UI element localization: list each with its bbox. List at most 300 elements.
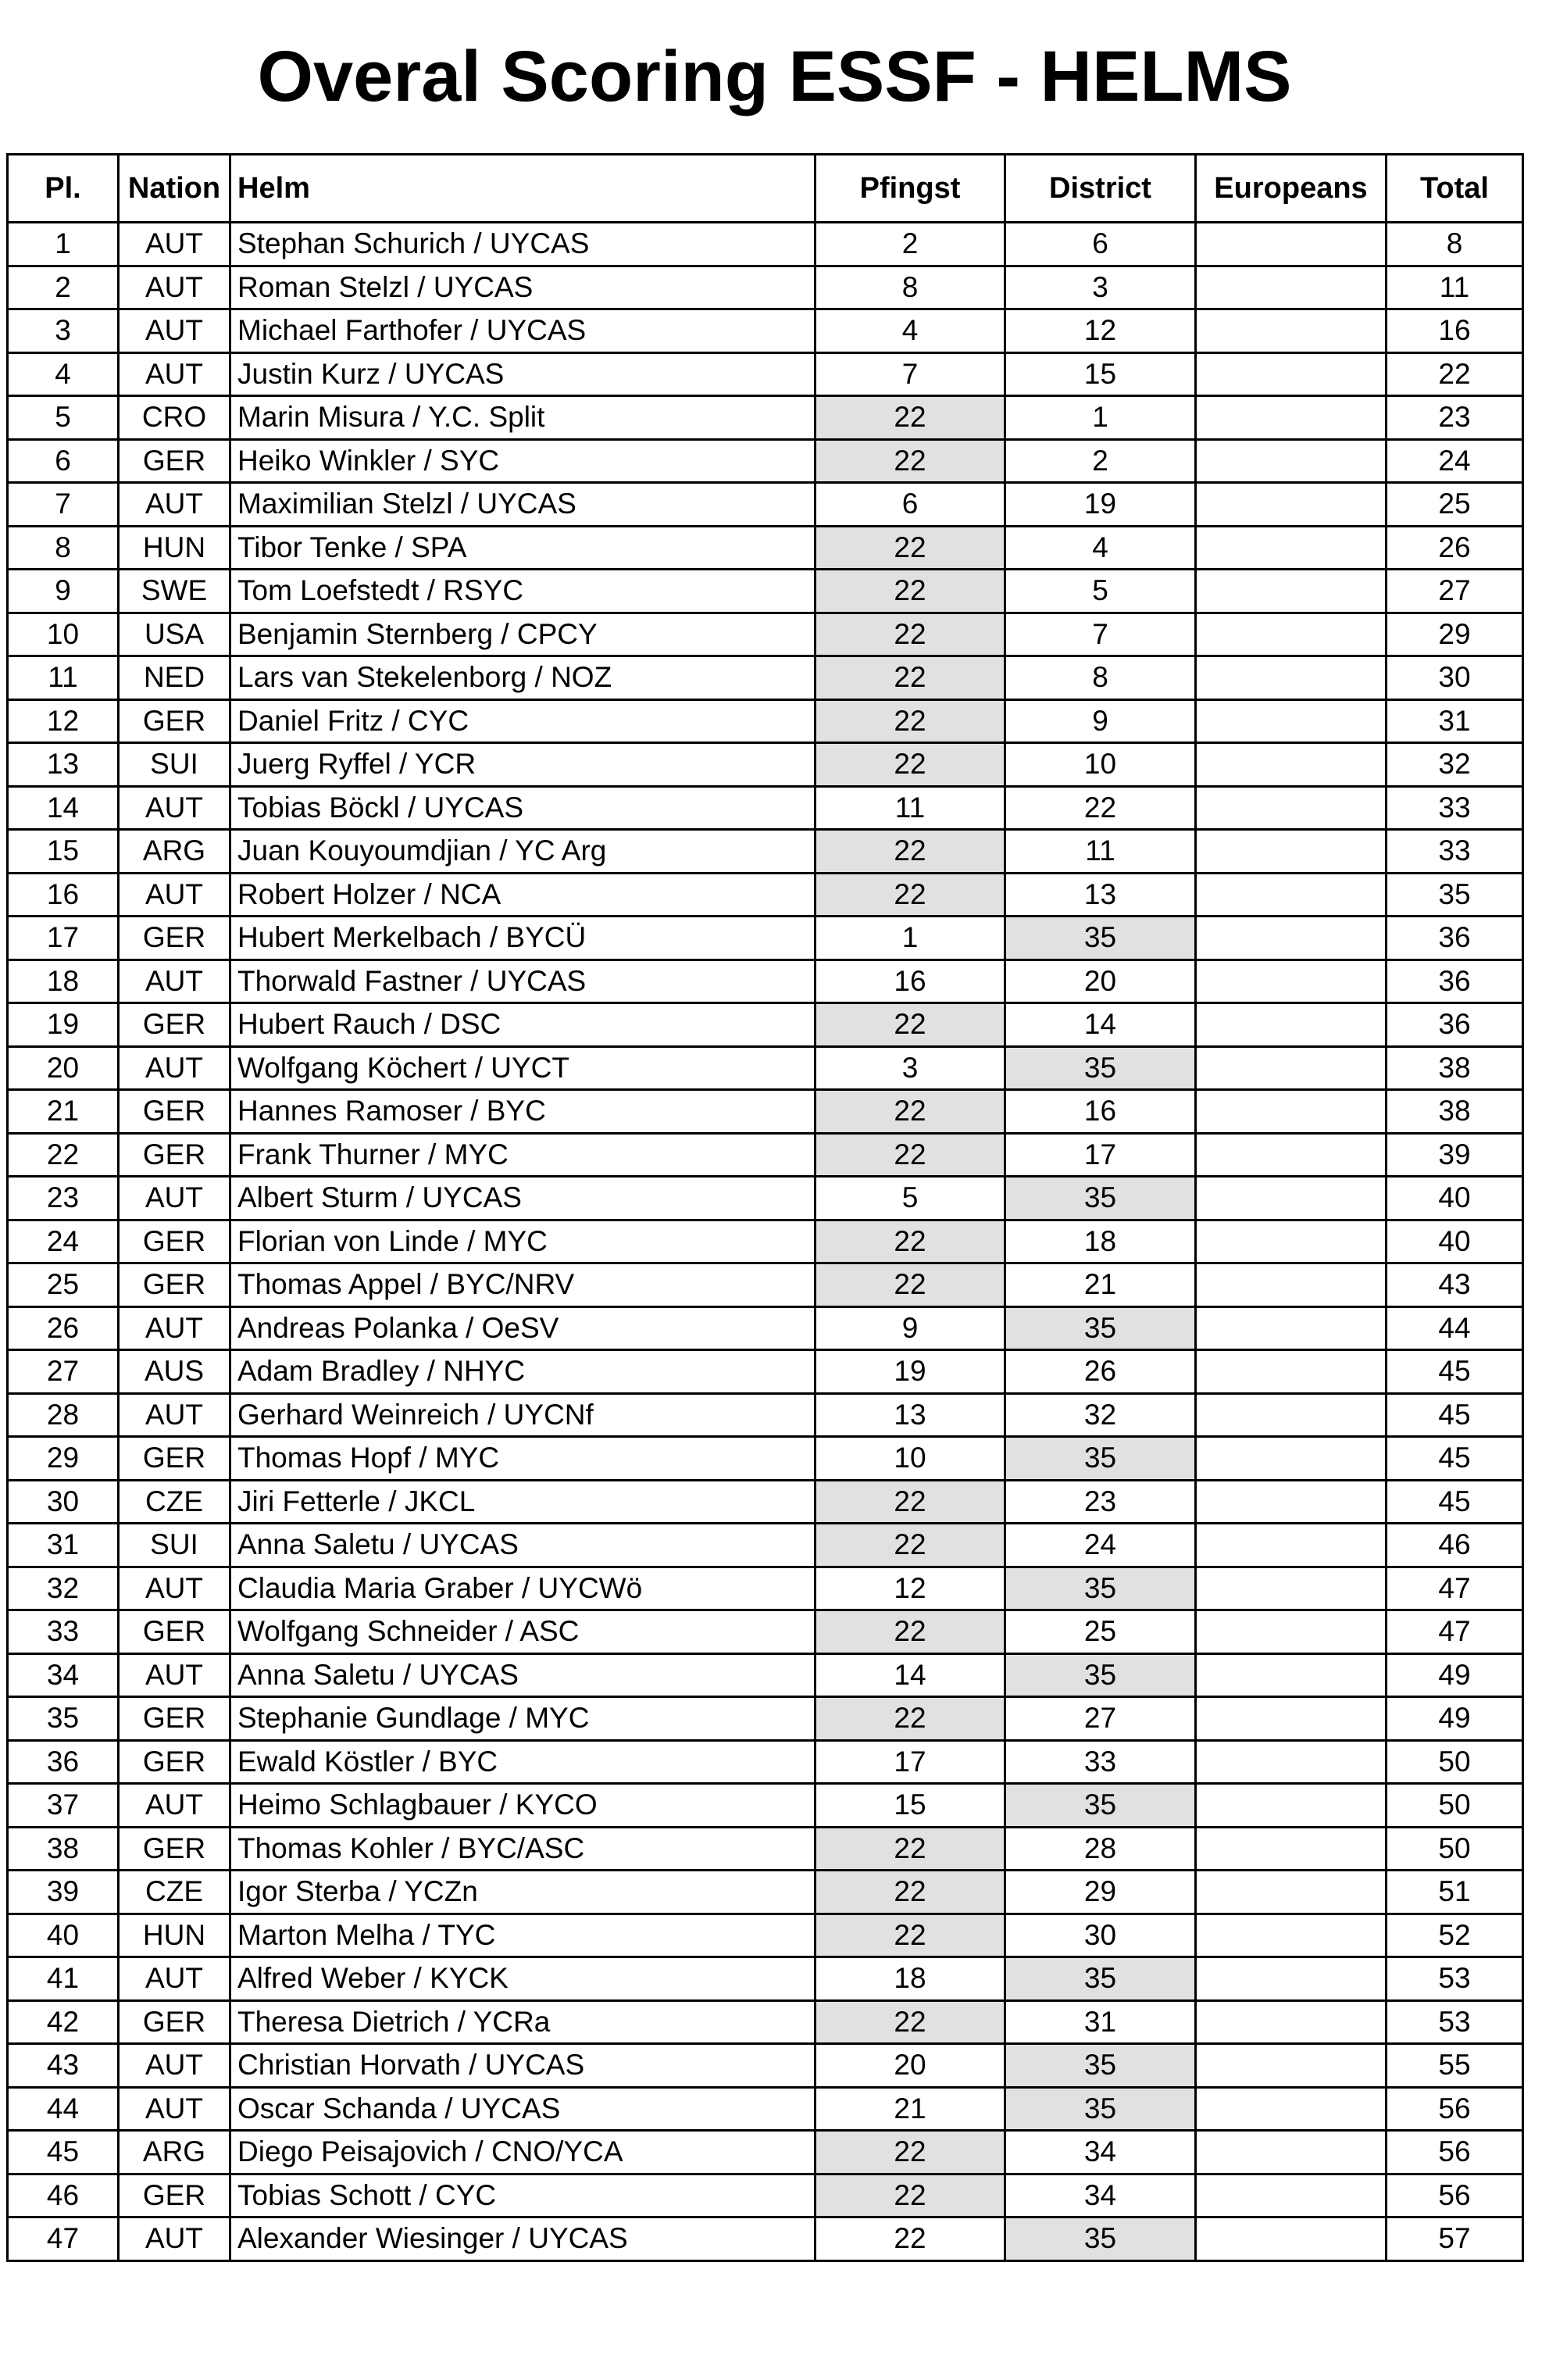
nation-cell: ARG <box>119 2131 230 2175</box>
place-cell: 31 <box>8 1524 119 1567</box>
table-row <box>8 613 1523 656</box>
place-cell: 36 <box>8 1740 119 1784</box>
table-row <box>8 1393 1523 1437</box>
nation-cell: GER <box>119 917 230 960</box>
helm-cell: Igor Sterba / YCZn <box>230 1871 816 1914</box>
table-row <box>8 1003 1523 1047</box>
helm-cell: Adam Bradley / NHYC <box>230 1350 816 1394</box>
helm-cell: Oscar Schanda / UYCAS <box>230 2087 816 2131</box>
nation-cell: GER <box>119 699 230 743</box>
nation-cell: AUS <box>119 1350 230 1394</box>
nation-cell: AUT <box>119 2044 230 2088</box>
place-cell: 38 <box>8 1827 119 1871</box>
helm-cell: Frank Thurner / MYC <box>230 1133 816 1177</box>
table-row <box>8 1827 1523 1871</box>
place-cell: 29 <box>8 1437 119 1481</box>
europeans-cell <box>1196 266 1387 309</box>
nation-cell: AUT <box>119 1177 230 1220</box>
place-cell: 3 <box>8 309 119 353</box>
district-cell: 34 <box>1005 2174 1196 2217</box>
total-cell: 43 <box>1387 1263 1523 1307</box>
table-row <box>8 1263 1523 1307</box>
pfingst-cell: 22 <box>816 1133 1005 1177</box>
pfingst-cell: 22 <box>816 439 1005 483</box>
total-cell: 36 <box>1387 1003 1523 1047</box>
district-cell: 3 <box>1005 266 1196 309</box>
helm-cell: Juerg Ryffel / YCR <box>230 743 816 787</box>
district-cell: 35 <box>1005 1653 1196 1697</box>
pfingst-cell: 22 <box>816 699 1005 743</box>
europeans-cell <box>1196 1914 1387 1957</box>
total-cell: 39 <box>1387 1133 1523 1177</box>
place-cell: 47 <box>8 2217 119 2261</box>
table-row <box>8 1524 1523 1567</box>
europeans-cell <box>1196 1653 1387 1697</box>
nation-cell: GER <box>119 1740 230 1784</box>
page-title: Overal Scoring ESSF - HELMS <box>257 37 1292 116</box>
helm-cell: Claudia Maria Graber / UYCWö <box>230 1567 816 1610</box>
place-cell: 43 <box>8 2044 119 2088</box>
nation-cell: GER <box>119 1220 230 1263</box>
europeans-cell <box>1196 873 1387 917</box>
district-cell: 35 <box>1005 1437 1196 1481</box>
nation-cell: AUT <box>119 223 230 266</box>
nation-cell: AUT <box>119 786 230 830</box>
europeans-cell <box>1196 1133 1387 1177</box>
table-row <box>8 1957 1523 2001</box>
place-cell: 7 <box>8 483 119 527</box>
total-cell: 55 <box>1387 2044 1523 2088</box>
europeans-cell <box>1196 917 1387 960</box>
nation-cell: GER <box>119 1437 230 1481</box>
place-cell: 24 <box>8 1220 119 1263</box>
pfingst-cell: 22 <box>816 2000 1005 2044</box>
district-cell: 27 <box>1005 1697 1196 1741</box>
table-row <box>8 1220 1523 1263</box>
place-cell: 12 <box>8 699 119 743</box>
pfingst-cell: 17 <box>816 1740 1005 1784</box>
total-cell: 35 <box>1387 873 1523 917</box>
place-cell: 13 <box>8 743 119 787</box>
helm-cell: Alexander Wiesinger / UYCAS <box>230 2217 816 2261</box>
europeans-cell <box>1196 699 1387 743</box>
place-cell: 37 <box>8 1784 119 1828</box>
table-row <box>8 699 1523 743</box>
pfingst-cell: 22 <box>816 2174 1005 2217</box>
europeans-cell <box>1196 309 1387 353</box>
helm-cell: Andreas Polanka / OeSV <box>230 1306 816 1350</box>
total-cell: 30 <box>1387 656 1523 700</box>
pfingst-cell: 22 <box>816 526 1005 570</box>
helm-cell: Hubert Merkelbach / BYCÜ <box>230 917 816 960</box>
place-cell: 15 <box>8 830 119 874</box>
table-row <box>8 2174 1523 2217</box>
europeans-cell <box>1196 2000 1387 2044</box>
district-cell: 22 <box>1005 786 1196 830</box>
pfingst-cell: 7 <box>816 352 1005 396</box>
table-row <box>8 1871 1523 1914</box>
total-cell: 47 <box>1387 1567 1523 1610</box>
nation-cell: NED <box>119 656 230 700</box>
total-cell: 26 <box>1387 526 1523 570</box>
pfingst-cell: 22 <box>816 570 1005 613</box>
place-cell: 16 <box>8 873 119 917</box>
pfingst-cell: 8 <box>816 266 1005 309</box>
district-cell: 19 <box>1005 483 1196 527</box>
total-cell: 45 <box>1387 1480 1523 1524</box>
table-row <box>8 1784 1523 1828</box>
place-cell: 10 <box>8 613 119 656</box>
helm-cell: Tobias Böckl / UYCAS <box>230 786 816 830</box>
helm-cell: Anna Saletu / UYCAS <box>230 1653 816 1697</box>
table-row <box>8 1610 1523 1654</box>
helm-cell: Justin Kurz / UYCAS <box>230 352 816 396</box>
total-cell: 44 <box>1387 1306 1523 1350</box>
nation-cell: AUT <box>119 2087 230 2131</box>
place-cell: 25 <box>8 1263 119 1307</box>
district-cell: 35 <box>1005 2217 1196 2261</box>
nation-cell: SUI <box>119 743 230 787</box>
district-cell: 28 <box>1005 1827 1196 1871</box>
europeans-cell <box>1196 1610 1387 1654</box>
total-cell: 51 <box>1387 1871 1523 1914</box>
europeans-cell <box>1196 1090 1387 1134</box>
nation-cell: GER <box>119 1610 230 1654</box>
pfingst-cell: 22 <box>816 1003 1005 1047</box>
table-row <box>8 526 1523 570</box>
total-cell: 46 <box>1387 1524 1523 1567</box>
pfingst-cell: 4 <box>816 309 1005 353</box>
helm-cell: Marton Melha / TYC <box>230 1914 816 1957</box>
pfingst-cell: 16 <box>816 960 1005 1003</box>
table-row <box>8 1350 1523 1394</box>
district-cell: 23 <box>1005 1480 1196 1524</box>
pfingst-cell: 22 <box>816 1914 1005 1957</box>
europeans-cell <box>1196 1393 1387 1437</box>
europeans-cell <box>1196 1871 1387 1914</box>
nation-cell: HUN <box>119 1914 230 1957</box>
place-cell: 35 <box>8 1697 119 1741</box>
pfingst-cell: 22 <box>816 2217 1005 2261</box>
place-cell: 18 <box>8 960 119 1003</box>
total-cell: 52 <box>1387 1914 1523 1957</box>
total-cell: 56 <box>1387 2174 1523 2217</box>
europeans-cell <box>1196 1957 1387 2001</box>
table-row <box>8 917 1523 960</box>
place-cell: 28 <box>8 1393 119 1437</box>
europeans-cell <box>1196 960 1387 1003</box>
pfingst-cell: 13 <box>816 1393 1005 1437</box>
district-cell: 8 <box>1005 656 1196 700</box>
europeans-cell <box>1196 1740 1387 1784</box>
district-cell: 7 <box>1005 613 1196 656</box>
district-cell: 9 <box>1005 699 1196 743</box>
table-row <box>8 223 1523 266</box>
total-cell: 31 <box>1387 699 1523 743</box>
place-cell: 2 <box>8 266 119 309</box>
pfingst-cell: 22 <box>816 2131 1005 2175</box>
table-row <box>8 1567 1523 1610</box>
district-cell: 2 <box>1005 439 1196 483</box>
pfingst-cell: 22 <box>816 1871 1005 1914</box>
helm-cell: Heimo Schlagbauer / KYCO <box>230 1784 816 1828</box>
pfingst-cell: 22 <box>816 1610 1005 1654</box>
table-row <box>8 2000 1523 2044</box>
district-cell: 35 <box>1005 917 1196 960</box>
total-cell: 49 <box>1387 1653 1523 1697</box>
europeans-cell <box>1196 2174 1387 2217</box>
district-cell: 35 <box>1005 1567 1196 1610</box>
total-cell: 23 <box>1387 396 1523 440</box>
europeans-cell <box>1196 1567 1387 1610</box>
nation-cell: ARG <box>119 830 230 874</box>
helm-cell: Hubert Rauch / DSC <box>230 1003 816 1047</box>
district-cell: 11 <box>1005 830 1196 874</box>
place-cell: 46 <box>8 2174 119 2217</box>
district-cell: 35 <box>1005 1784 1196 1828</box>
place-cell: 5 <box>8 396 119 440</box>
place-cell: 6 <box>8 439 119 483</box>
place-cell: 41 <box>8 1957 119 2001</box>
pfingst-cell: 22 <box>816 1263 1005 1307</box>
district-cell: 32 <box>1005 1393 1196 1437</box>
europeans-cell <box>1196 1177 1387 1220</box>
nation-cell: GER <box>119 1133 230 1177</box>
district-cell: 15 <box>1005 352 1196 396</box>
helm-cell: Thomas Kohler / BYC/ASC <box>230 1827 816 1871</box>
pfingst-cell: 9 <box>816 1306 1005 1350</box>
place-cell: 40 <box>8 1914 119 1957</box>
place-cell: 33 <box>8 1610 119 1654</box>
europeans-cell <box>1196 786 1387 830</box>
table-row <box>8 1740 1523 1784</box>
helm-cell: Theresa Dietrich / YCRa <box>230 2000 816 2044</box>
total-cell: 45 <box>1387 1437 1523 1481</box>
table-row <box>8 2217 1523 2261</box>
table-row <box>8 786 1523 830</box>
header-nation: Nation <box>119 155 230 223</box>
nation-cell: GER <box>119 1263 230 1307</box>
total-cell: 50 <box>1387 1740 1523 1784</box>
europeans-cell <box>1196 830 1387 874</box>
helm-cell: Juan Kouyoumdjian / YC Arg <box>230 830 816 874</box>
europeans-cell <box>1196 743 1387 787</box>
total-cell: 57 <box>1387 2217 1523 2261</box>
nation-cell: AUT <box>119 309 230 353</box>
pfingst-cell: 19 <box>816 1350 1005 1394</box>
district-cell: 16 <box>1005 1090 1196 1134</box>
europeans-cell <box>1196 2087 1387 2131</box>
district-cell: 13 <box>1005 873 1196 917</box>
place-cell: 22 <box>8 1133 119 1177</box>
table-row <box>8 1306 1523 1350</box>
helm-cell: Tobias Schott / CYC <box>230 2174 816 2217</box>
place-cell: 11 <box>8 656 119 700</box>
helm-cell: Alfred Weber / KYCK <box>230 1957 816 2001</box>
europeans-cell <box>1196 1306 1387 1350</box>
pfingst-cell: 15 <box>816 1784 1005 1828</box>
total-cell: 38 <box>1387 1046 1523 1090</box>
table-row <box>8 266 1523 309</box>
pfingst-cell: 22 <box>816 613 1005 656</box>
place-cell: 14 <box>8 786 119 830</box>
europeans-cell <box>1196 2217 1387 2261</box>
total-cell: 45 <box>1387 1393 1523 1437</box>
table-row <box>8 2087 1523 2131</box>
place-cell: 42 <box>8 2000 119 2044</box>
nation-cell: AUT <box>119 1957 230 2001</box>
header-pfingst: Pfingst <box>816 155 1005 223</box>
district-cell: 25 <box>1005 1610 1196 1654</box>
table-row <box>8 1914 1523 1957</box>
pfingst-cell: 22 <box>816 396 1005 440</box>
pfingst-cell: 18 <box>816 1957 1005 2001</box>
table-row <box>8 960 1523 1003</box>
europeans-cell <box>1196 1480 1387 1524</box>
place-cell: 19 <box>8 1003 119 1047</box>
europeans-cell <box>1196 1350 1387 1394</box>
place-cell: 39 <box>8 1871 119 1914</box>
nation-cell: CZE <box>119 1480 230 1524</box>
pfingst-cell: 22 <box>816 656 1005 700</box>
pfingst-cell: 3 <box>816 1046 1005 1090</box>
helm-cell: Christian Horvath / UYCAS <box>230 2044 816 2088</box>
helm-cell: Thomas Appel / BYC/NRV <box>230 1263 816 1307</box>
nation-cell: CRO <box>119 396 230 440</box>
total-cell: 33 <box>1387 830 1523 874</box>
district-cell: 1 <box>1005 396 1196 440</box>
helm-cell: Jiri Fetterle / JKCL <box>230 1480 816 1524</box>
district-cell: 35 <box>1005 1177 1196 1220</box>
europeans-cell <box>1196 1003 1387 1047</box>
total-cell: 53 <box>1387 1957 1523 2001</box>
table-row <box>8 309 1523 353</box>
pfingst-cell: 12 <box>816 1567 1005 1610</box>
pfingst-cell: 22 <box>816 1697 1005 1741</box>
nation-cell: AUT <box>119 1393 230 1437</box>
nation-cell: AUT <box>119 1567 230 1610</box>
helm-cell: Florian von Linde / MYC <box>230 1220 816 1263</box>
europeans-cell <box>1196 1046 1387 1090</box>
district-cell: 14 <box>1005 1003 1196 1047</box>
europeans-cell <box>1196 483 1387 527</box>
pfingst-cell: 2 <box>816 223 1005 266</box>
total-cell: 50 <box>1387 1827 1523 1871</box>
europeans-cell <box>1196 1697 1387 1741</box>
district-cell: 35 <box>1005 1046 1196 1090</box>
pfingst-cell: 1 <box>816 917 1005 960</box>
helm-cell: Hannes Ramoser / BYC <box>230 1090 816 1134</box>
nation-cell: GER <box>119 1697 230 1741</box>
nation-cell: AUT <box>119 960 230 1003</box>
pfingst-cell: 22 <box>816 1090 1005 1134</box>
europeans-cell <box>1196 613 1387 656</box>
place-cell: 1 <box>8 223 119 266</box>
district-cell: 33 <box>1005 1740 1196 1784</box>
europeans-cell <box>1196 1263 1387 1307</box>
helm-cell: Diego Peisajovich / CNO/YCA <box>230 2131 816 2175</box>
nation-cell: CZE <box>119 1871 230 1914</box>
place-cell: 17 <box>8 917 119 960</box>
table-row <box>8 873 1523 917</box>
total-cell: 47 <box>1387 1610 1523 1654</box>
district-cell: 24 <box>1005 1524 1196 1567</box>
place-cell: 30 <box>8 1480 119 1524</box>
district-cell: 30 <box>1005 1914 1196 1957</box>
place-cell: 21 <box>8 1090 119 1134</box>
table-row <box>8 1480 1523 1524</box>
pfingst-cell: 22 <box>816 1827 1005 1871</box>
nation-cell: GER <box>119 2174 230 2217</box>
header-district: District <box>1005 155 1196 223</box>
helm-cell: Stephanie Gundlage / MYC <box>230 1697 816 1741</box>
table-row <box>8 2131 1523 2175</box>
table-row <box>8 830 1523 874</box>
nation-cell: AUT <box>119 1653 230 1697</box>
nation-cell: GER <box>119 1003 230 1047</box>
place-cell: 26 <box>8 1306 119 1350</box>
pfingst-cell: 20 <box>816 2044 1005 2088</box>
europeans-cell <box>1196 1437 1387 1481</box>
europeans-cell <box>1196 570 1387 613</box>
total-cell: 56 <box>1387 2131 1523 2175</box>
table-row <box>8 483 1523 527</box>
helm-cell: Wolfgang Köchert / UYCT <box>230 1046 816 1090</box>
pfingst-cell: 22 <box>816 830 1005 874</box>
district-cell: 5 <box>1005 570 1196 613</box>
pfingst-cell: 11 <box>816 786 1005 830</box>
total-cell: 53 <box>1387 2000 1523 2044</box>
total-cell: 49 <box>1387 1697 1523 1741</box>
total-cell: 32 <box>1387 743 1523 787</box>
table-row <box>8 1437 1523 1481</box>
table-header <box>8 155 1523 223</box>
total-cell: 11 <box>1387 266 1523 309</box>
helm-cell: Stephan Schurich / UYCAS <box>230 223 816 266</box>
table-row <box>8 1133 1523 1177</box>
europeans-cell <box>1196 396 1387 440</box>
district-cell: 17 <box>1005 1133 1196 1177</box>
europeans-cell <box>1196 2131 1387 2175</box>
europeans-cell <box>1196 1220 1387 1263</box>
district-cell: 29 <box>1005 1871 1196 1914</box>
place-cell: 8 <box>8 526 119 570</box>
district-cell: 18 <box>1005 1220 1196 1263</box>
europeans-cell <box>1196 2044 1387 2088</box>
europeans-cell <box>1196 439 1387 483</box>
place-cell: 27 <box>8 1350 119 1394</box>
header-place: Pl. <box>8 155 119 223</box>
total-cell: 33 <box>1387 786 1523 830</box>
total-cell: 27 <box>1387 570 1523 613</box>
header-total: Total <box>1387 155 1523 223</box>
helm-cell: Ewald Köstler / BYC <box>230 1740 816 1784</box>
helm-cell: Thorwald Fastner / UYCAS <box>230 960 816 1003</box>
table-row <box>8 1090 1523 1134</box>
helm-cell: Daniel Fritz / CYC <box>230 699 816 743</box>
scoring-table <box>6 153 1524 2262</box>
nation-cell: GER <box>119 2000 230 2044</box>
nation-cell: AUT <box>119 873 230 917</box>
total-cell: 40 <box>1387 1177 1523 1220</box>
helm-cell: Lars van Stekelenborg / NOZ <box>230 656 816 700</box>
total-cell: 50 <box>1387 1784 1523 1828</box>
nation-cell: GER <box>119 1827 230 1871</box>
district-cell: 34 <box>1005 2131 1196 2175</box>
pfingst-cell: 6 <box>816 483 1005 527</box>
nation-cell: SWE <box>119 570 230 613</box>
place-cell: 4 <box>8 352 119 396</box>
